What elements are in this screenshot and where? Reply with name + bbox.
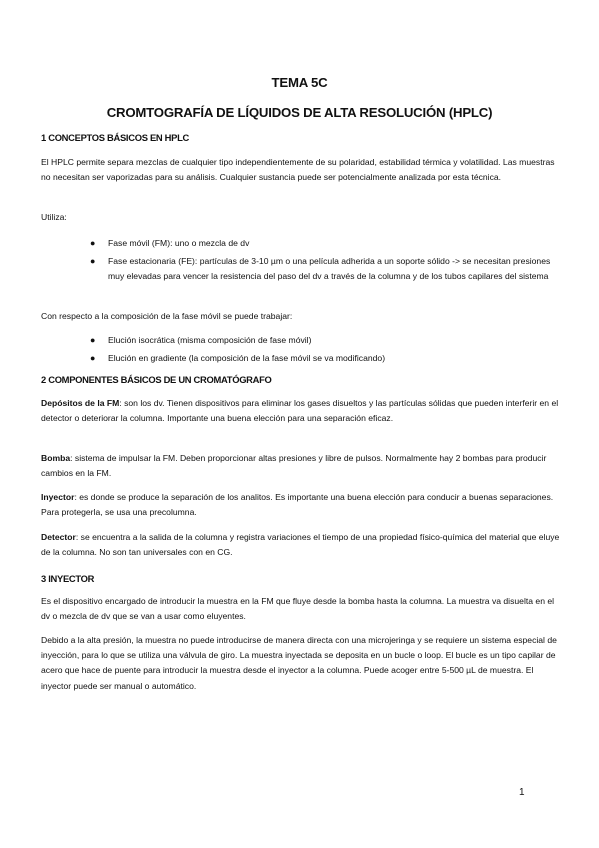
paragraph: Inyector: es donde se produce la separación de los analitos. Es importante una buena elección para conducir a buenas separaciones. Para protegerla, se usa una precolumna. [41, 492, 554, 518]
page-number: 1 [519, 787, 525, 798]
paragraph: El HPLC permite separa mezclas de cualquier tipo independientemente de su polaridad, estabilidad térmica y volatilidad. Las muestras no necesitan ser vaporizadas para su análisis. Cualquier sustancia puede ser potencialmente analizada por esta técnica. [41, 157, 555, 183]
paragraph: Depósitos de la FM: son los dv. Tienen dispositivos para eliminar los gases disueltos y las partículas sólidas que pueden interferir en el detector o deteriorar la columna. Importante una buena elección para una separación eficaz. [41, 398, 559, 424]
section-heading-2: 2 COMPONENTES BÁSICOS DE UN CROMATÓGRAFO [41, 374, 272, 385]
bullet-icon: ● [90, 238, 96, 248]
paragraph: Debido a la alta presión, la muestra no puede introducirse de manera directa con una microjeringa y se requiere un sistema especial de inyección, para lo que se utiliza una válvula de giro. La muestra inyectada se deposita en un bucle o loop. El bucle es un tipo capilar de acero que hace de puente para introducir la muestra desde el inyector a la columna. Puede acoger entre 5-500 µL de muestra. El inyector puede ser manual o automático. [41, 635, 557, 691]
paragraph: Detector: se encuentra a la salida de la columna y registra variaciones el tiempo de una propiedad físico-química del material que eluye de la columna. No son tan universales con en CG. [41, 532, 560, 558]
bullet-icon: ● [90, 256, 96, 267]
document-title: TEMA 5C [271, 75, 328, 90]
list-item: ● Fase móvil (FM): uno o mezcla de dv [90, 236, 560, 251]
bullet-list [90, 333, 560, 369]
paragraph: Utiliza: [41, 212, 67, 222]
list-item: ● Fase estacionaria (FE): partículas de 3-10 µm o una película adherida a un soporte sólido -> se necesitan presiones muy elevadas para vencer la resistencia del paso del dv a través de la columna y de los tubos capilares del sistema [90, 256, 551, 282]
paragraph: Es el dispositivo encargado de introducir la muestra en la FM que fluye desde la bomba hasta la columna. La muestra va disuelta en el dv o mezcla de dv que se van a usar como eluyentes. [41, 596, 555, 622]
section-heading-3: 3 INYECTOR [41, 573, 95, 584]
bullet-list [90, 236, 560, 288]
bullet-icon: ● [90, 335, 96, 345]
section-heading-1: 1 CONCEPTOS BÁSICOS EN HPLC [41, 132, 190, 143]
bullet-icon: ● [90, 353, 96, 364]
paragraph: Con respecto a la composición de la fase móvil se puede trabajar: [41, 311, 293, 321]
document-subtitle: CROMTOGRAFÍA DE LÍQUIDOS DE ALTA RESOLUCIÓN (HPLC) [106, 105, 493, 120]
paragraph: Bomba: sistema de impulsar la FM. Deben proporcionar altas presiones y libre de pulsos. Normalmente hay 2 bombas para producir cambios en la FM. [41, 453, 547, 479]
list-item: ● Elución en gradiente (la composición de la fase móvil se va modificando) [90, 351, 560, 366]
list-item: ● Elución isocrática (misma composición de fase móvil) [90, 333, 560, 348]
